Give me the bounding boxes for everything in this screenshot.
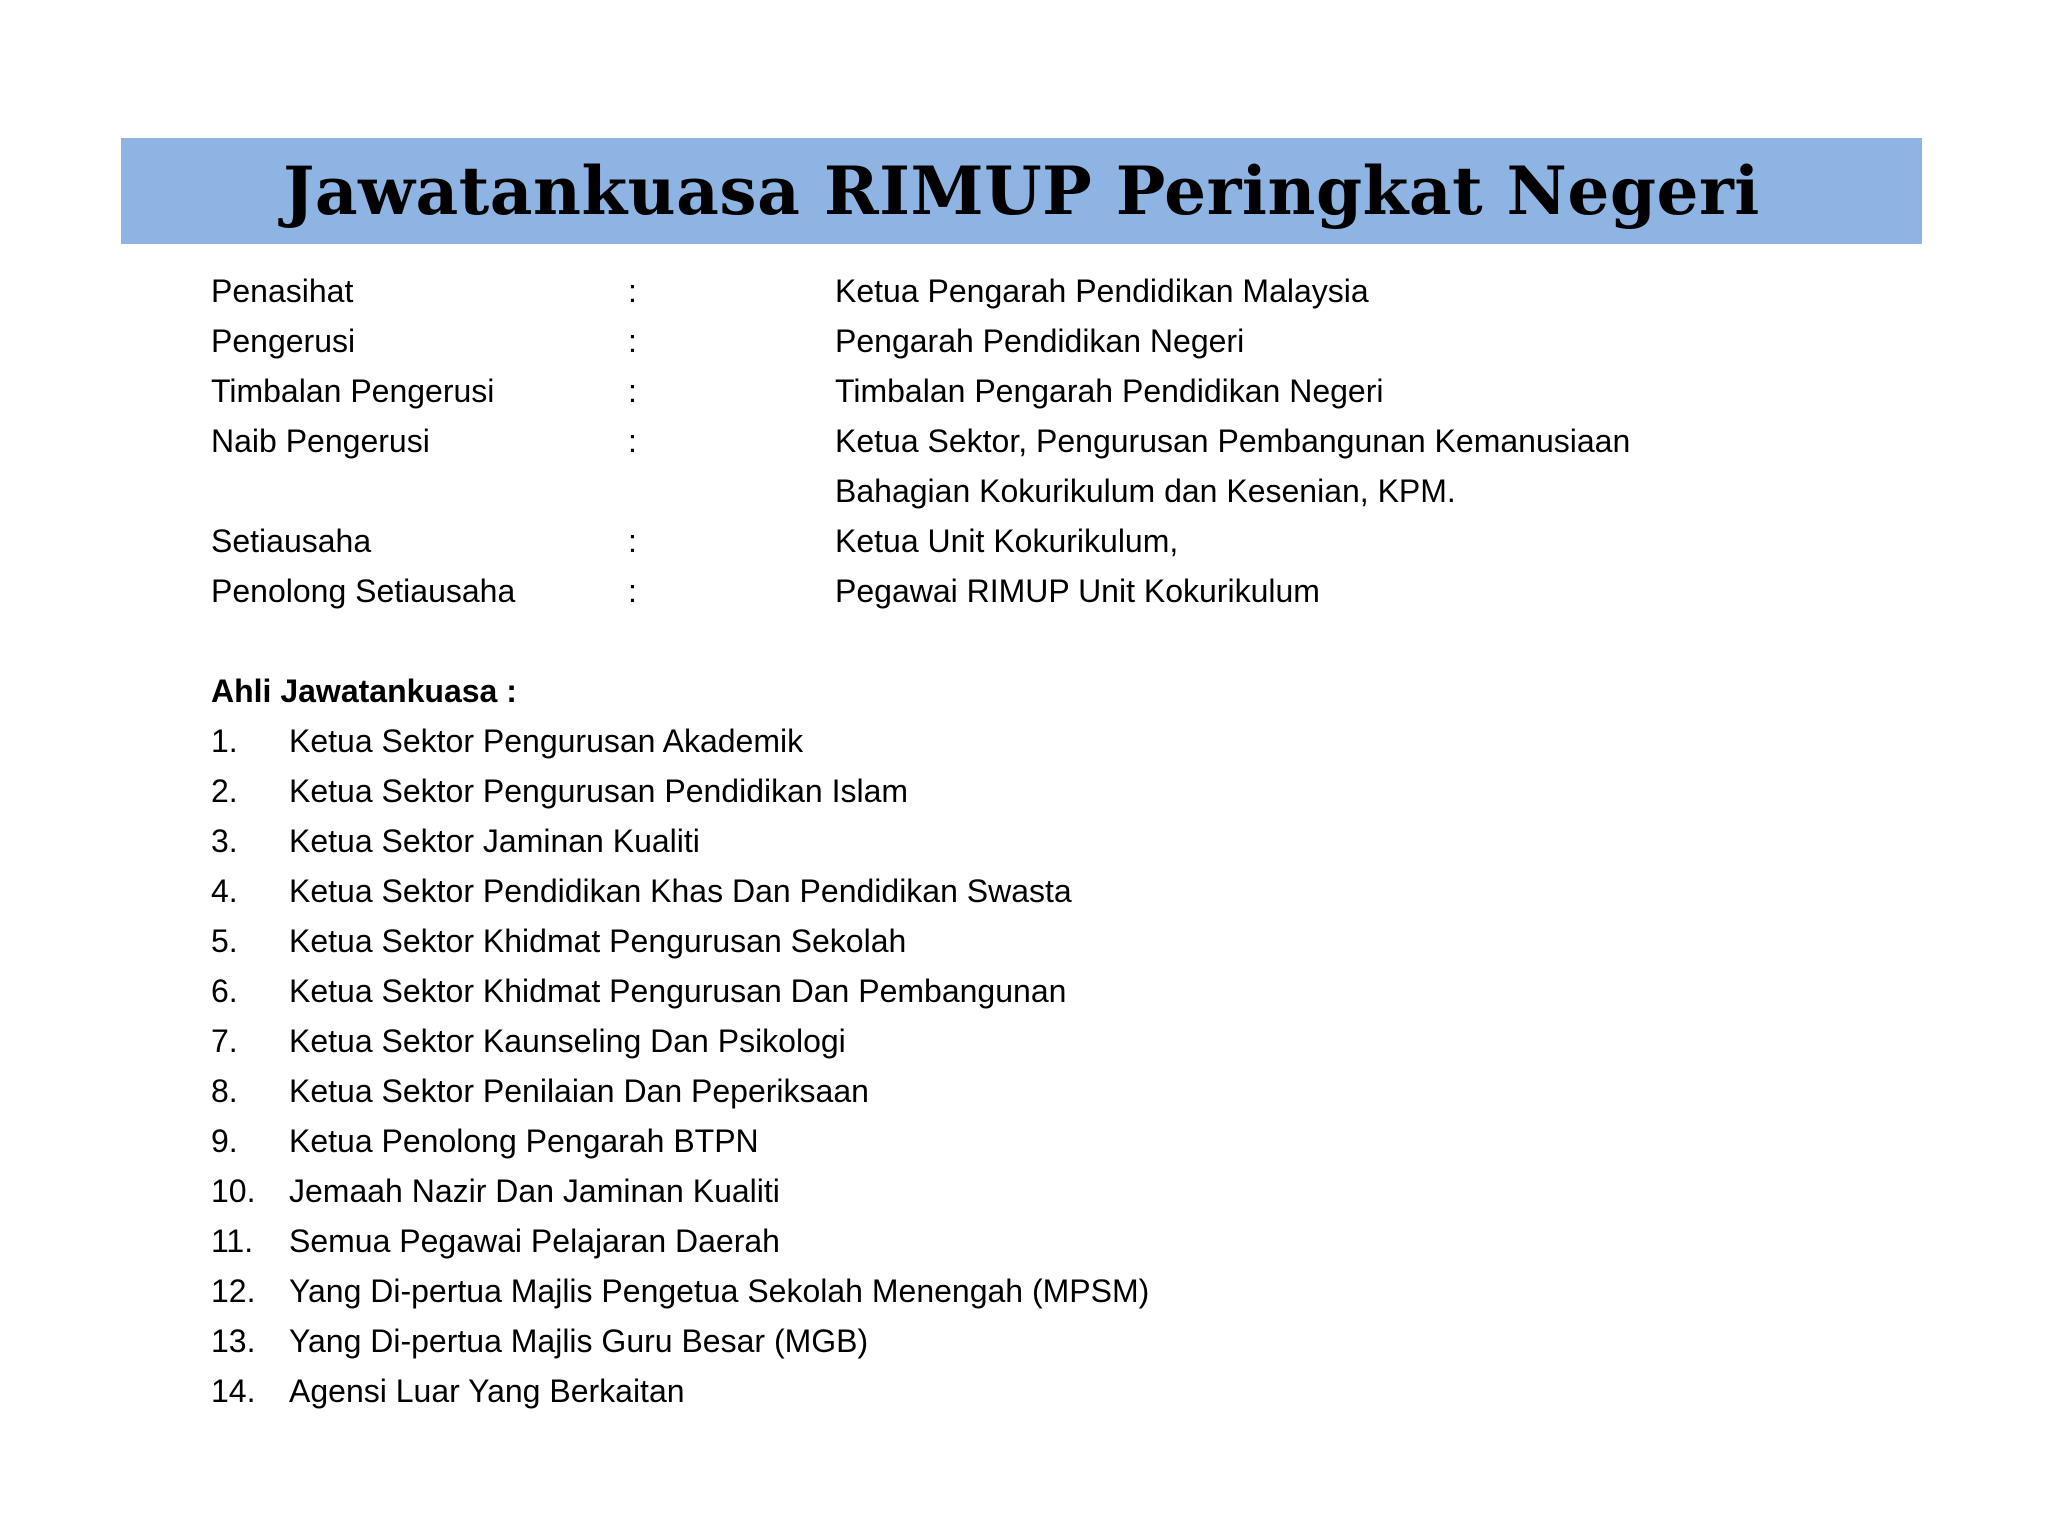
officer-row-setiausaha xyxy=(211,516,1911,566)
list-item-text: Semua Pegawai Pelajaran Daerah xyxy=(289,1223,780,1259)
list-item-text: Ketua Sektor Jaminan Kualiti xyxy=(289,823,700,859)
list-item-number: 3. xyxy=(211,823,238,859)
list-item xyxy=(211,1216,1711,1266)
list-item xyxy=(211,1366,1711,1416)
officer-row-naib-pengerusi-continued xyxy=(211,466,1911,516)
officer-separator: : xyxy=(628,323,637,359)
officer-value: Timbalan Pengarah Pendidikan Negeri xyxy=(835,373,1384,409)
officer-role: Penasihat xyxy=(211,273,354,309)
list-item-number: 14. xyxy=(211,1373,256,1409)
list-item-text: Ketua Sektor Pengurusan Pendidikan Islam xyxy=(289,773,909,809)
officer-value: Ketua Unit Kokurikulum, xyxy=(835,523,1179,559)
list-item-number: 12. xyxy=(211,1273,256,1309)
officer-value: Ketua Sektor, Pengurusan Pembangunan Kemanusiaan xyxy=(835,423,1631,459)
list-item-text: Ketua Sektor Pengurusan Akademik xyxy=(289,723,804,759)
list-item-text: Ketua Sektor Khidmat Pengurusan Dan Pembangunan xyxy=(289,973,1067,1009)
officer-role xyxy=(211,466,628,516)
officer-separator: : xyxy=(628,523,637,559)
list-item xyxy=(211,1116,1711,1166)
list-item-number: 13. xyxy=(211,1323,256,1359)
officer-value: Bahagian Kokurikulum dan Kesenian, KPM. xyxy=(835,473,1456,509)
list-item xyxy=(211,966,1711,1016)
officer-row-pengerusi xyxy=(211,316,1911,366)
list-item xyxy=(211,1316,1711,1366)
officer-value: Pegawai RIMUP Unit Kokurikulum xyxy=(835,573,1320,609)
officer-separator xyxy=(628,466,835,516)
list-item-text: Ketua Sektor Pendidikan Khas Dan Pendidikan Swasta xyxy=(289,873,1072,909)
list-item-text: Jemaah Nazir Dan Jaminan Kualiti xyxy=(289,1173,780,1209)
officer-role: Naib Pengerusi xyxy=(211,423,430,459)
list-item xyxy=(211,816,1711,866)
officer-role: Timbalan Pengerusi xyxy=(211,373,495,409)
list-item-number: 10. xyxy=(211,1173,256,1209)
list-item xyxy=(211,716,1711,766)
list-item xyxy=(211,766,1711,816)
list-item xyxy=(211,1166,1711,1216)
list-item-text: Ketua Sektor Penilaian Dan Peperiksaan xyxy=(289,1073,869,1109)
officer-role: Pengerusi xyxy=(211,323,356,359)
list-item-number: 5. xyxy=(211,923,238,959)
officer-row-penolong-setiausaha xyxy=(211,566,1911,616)
officer-separator: : xyxy=(628,373,637,409)
list-item-text: Ketua Sektor Kaunseling Dan Psikologi xyxy=(289,1023,846,1059)
list-item xyxy=(211,1266,1711,1316)
members-list xyxy=(211,716,1711,1416)
list-item-number: 6. xyxy=(211,973,238,1009)
officer-row-penasihat xyxy=(211,266,1911,316)
list-item-text: Yang Di-pertua Majlis Pengetua Sekolah Menengah (MPSM) xyxy=(289,1273,1150,1309)
list-item xyxy=(211,1066,1711,1116)
members-heading: Ahli Jawatankuasa : xyxy=(211,673,517,709)
list-item-number: 11. xyxy=(211,1223,254,1259)
officers-list xyxy=(211,266,1911,616)
list-item xyxy=(211,1016,1711,1066)
officer-value: Pengarah Pendidikan Negeri xyxy=(835,323,1245,359)
officer-separator: : xyxy=(628,423,637,459)
list-item-number: 9. xyxy=(211,1123,238,1159)
list-item-text: Ketua Penolong Pengarah BTPN xyxy=(289,1123,759,1159)
list-item-text: Ketua Sektor Khidmat Pengurusan Sekolah xyxy=(289,923,907,959)
list-item xyxy=(211,866,1711,916)
list-item-number: 4. xyxy=(211,873,238,909)
officer-separator: : xyxy=(628,273,637,309)
list-item xyxy=(211,916,1711,966)
list-item-number: 1. xyxy=(211,723,238,759)
list-item-text: Yang Di-pertua Majlis Guru Besar (MGB) xyxy=(289,1323,869,1359)
list-item-number: 7. xyxy=(211,1023,238,1059)
title-banner xyxy=(121,138,1922,244)
officer-role: Setiausaha xyxy=(211,523,372,559)
officer-value: Ketua Pengarah Pendidikan Malaysia xyxy=(835,273,1369,309)
list-item-text: Agensi Luar Yang Berkaitan xyxy=(289,1373,685,1409)
page-title: Jawatankuasa RIMUP Peringkat Negeri xyxy=(283,152,1760,230)
officer-row-naib-pengerusi xyxy=(211,416,1911,466)
list-item-number: 2. xyxy=(211,773,238,809)
officer-separator: : xyxy=(628,573,637,609)
officer-role: Penolong Setiausaha xyxy=(211,573,516,609)
list-item-number: 8. xyxy=(211,1073,238,1109)
officer-row-timbalan-pengerusi xyxy=(211,366,1911,416)
